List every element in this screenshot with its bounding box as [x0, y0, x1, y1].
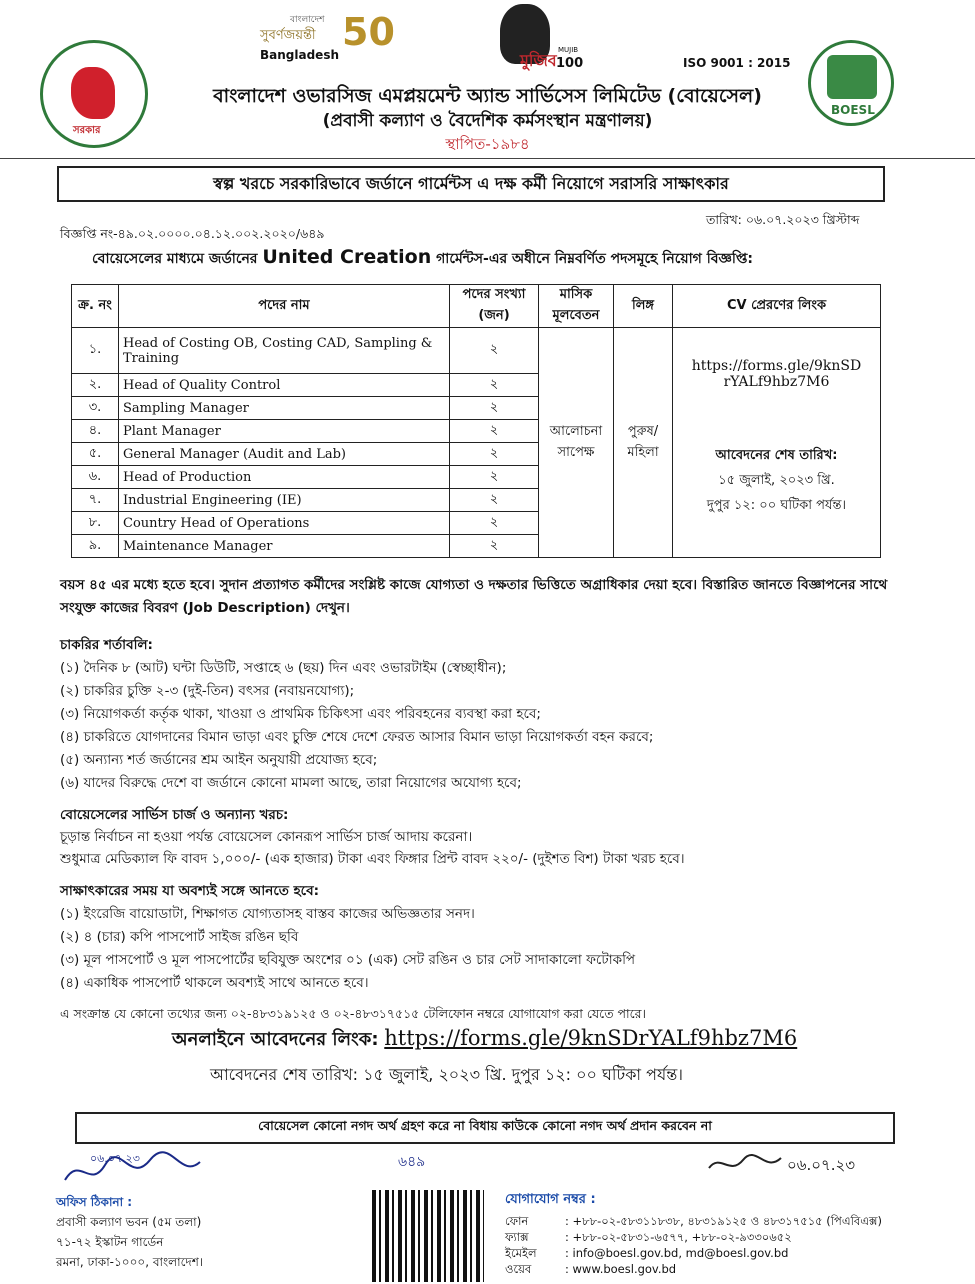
office-addr2: ৭১-৭২ ইস্কাটন গার্ডেন: [56, 1235, 164, 1249]
online-deadline: আবেদনের শেষ তারিখ: ১৫ জুলাই, ২০২৩ খ্রি. দুপুর ১২: ০০ ঘটিকা পর্যন্ত।: [210, 1065, 683, 1084]
online-apply-line: [172, 1025, 797, 1056]
online-link[interactable]: https://forms.gle/9knSDrYALf9hbz7M6: [384, 1026, 798, 1050]
row-position: Plant Manager: [119, 420, 450, 443]
memo-number: বিজ্ঞপ্তি নং-৪৯.০২.০০০০.০৪.১২.০০২.২০২০/৬৪৯: [60, 226, 325, 241]
documents-title: সাক্ষাৎকারের সময় যা অবশ্যই সঙ্গে আনতে হবে:: [60, 883, 320, 899]
table-header-row: [72, 285, 881, 328]
row-serial: ১.: [72, 328, 119, 374]
qr-code: [372, 1190, 484, 1282]
signature-left-date: ০৬.০৭.২৩: [90, 1152, 140, 1165]
list-item: (৫) অন্যান্য শর্ত জর্ডানের শ্রম আইন অনুযায়ী প্রযোজ্য হবে;: [60, 752, 378, 768]
list-item: (৪) একাধিক পাসপোর্ট থাকলে অবশ্যই সাথে আনতে হবে।: [60, 975, 369, 991]
memo-stamp: [350, 1150, 425, 1174]
intro-company: United Creation: [262, 246, 432, 268]
signature-right: [705, 1148, 885, 1184]
boesl-label: BOESL: [831, 103, 875, 117]
list-item: (১) ইংরেজি বায়োডাটা, শিক্ষাগত যোগ্যতাসহ বাস্তব কাজের অভিজ্ঞতার সনদ।: [60, 906, 475, 922]
list-item: (৩) মূল পাসপোর্ট ও মূল পাসপোর্টের ছবিযুক্ত অংশের ০১ (এক) সেট রঙিন ও চার সেট সাদাকালো ফটোকপি: [60, 952, 636, 968]
intro-after: গার্মেন্টস-এর অধীনে নিম্নবর্ণিত পদসমূহে নিয়োগ বিজ্ঞপ্তি:: [431, 251, 753, 267]
row-serial: ৯.: [72, 535, 119, 558]
cash-warning-text: বোয়েসেল কোনো নগদ অর্থ গ্রহণ করে না বিধায় কাউকে কোনো নগদ অর্থ প্রদান করবেন না: [258, 1118, 712, 1133]
jubilee-line1: বাংলাদেশ: [290, 15, 325, 25]
govt-seal-text: সরকার: [73, 125, 101, 136]
charges-line2: শুধুমাত্র মেডিক্যাল ফি বাবদ ১,০০০/- (এক হাজার) টাকা এবং ফিঙ্গার প্রিন্ট বাবদ ২২০/- (দুইশত বিশ) টাকা খরচ হবে।: [60, 851, 685, 867]
row-position: Industrial Engineering (IE): [119, 489, 450, 512]
list-item: (২) ৪ (চার) কপি পাসপোর্ট সাইজ রঙিন ছবি: [60, 929, 299, 945]
row-position: General Manager (Audit and Lab): [119, 443, 450, 466]
contact-key: ওয়েব: [505, 1262, 532, 1276]
row-serial: ৪.: [72, 420, 119, 443]
row-position: Head of Quality Control: [119, 374, 450, 397]
jobs-table: [71, 284, 881, 558]
header-divider: [0, 158, 975, 159]
row-serial: ৮.: [72, 512, 119, 535]
header-gender: লিঙ্গ: [614, 285, 673, 328]
contact-title: যোগাযোগ নম্বর :: [505, 1192, 596, 1207]
deadline-label: আবেদনের শেষ তারিখ:: [715, 448, 838, 463]
contact-rows: [505, 1213, 945, 1277]
signature-left: [60, 1150, 210, 1198]
cv-link[interactable]: https://forms.gle/9knSDrYALf9hbz7M6: [691, 358, 862, 390]
jubilee-line3: Bangladesh: [260, 48, 340, 62]
row-position: Country Head of Operations: [119, 512, 450, 535]
contact-note: এ সংক্রান্ত যে কোনো তথ্যের জন্য ০২-৪৮৩১৯১২৫ ও ০২-৪৮৩১৭৫১৫ টেলিফোন নম্বরে যোগাযোগ করা যেতে পারে।: [60, 1006, 647, 1021]
intro-line: [92, 246, 753, 271]
cv-link-cell: [673, 328, 881, 558]
list-item: (২) চাকরির চুক্তি ২-৩ (দুই-তিন) বৎসর (নবায়নযোগ্য);: [60, 683, 355, 699]
cash-warning-box: [75, 1112, 895, 1144]
contact-key: ফ্যাক্স: [505, 1230, 529, 1244]
header-cv-link: CV প্রেরণের লিংক: [673, 285, 881, 328]
office-title: অফিস ঠিকানা :: [56, 1195, 133, 1209]
contact-row: [505, 1213, 945, 1229]
jubilee-number: 50: [342, 10, 395, 54]
contact-block: [505, 1190, 945, 1277]
row-count: ২: [450, 328, 539, 374]
row-position: Head of Production: [119, 466, 450, 489]
row-serial: ৬.: [72, 466, 119, 489]
row-position: Maintenance Manager: [119, 535, 450, 558]
headline-box: [57, 166, 885, 202]
contact-value: : +৮৮-০২-৫৮৩১১৮৩৮, ৪৮৩১৯১২৫ ও ৪৮৩১৭৫১৫ (পিএবিএক্স): [565, 1214, 882, 1228]
row-position: Head of Costing OB, Costing CAD, Sampling & Training: [119, 328, 450, 374]
row-serial: ৩.: [72, 397, 119, 420]
signature-right-stroke: [705, 1148, 785, 1178]
row-serial: ৭.: [72, 489, 119, 512]
deadline-time: দুপুর ১২: ০০ ঘটিকা পর্যন্ত।: [706, 498, 847, 513]
header-serial: ক্র. নং: [72, 285, 119, 328]
row-count: ২: [450, 466, 539, 489]
contact-value: : +৮৮-০২-৫৮৩১-৬৫৭৭, +৮৮-০২-৯৩৩০৬৫২: [565, 1230, 792, 1244]
row-serial: ২.: [72, 374, 119, 397]
office-address: [56, 1192, 203, 1272]
list-item: (৬) যাদের বিরুদ্ধে দেশে বা জর্ডানে কোনো মামলা আছে, তারা নিয়োগের অযোগ্য হবে;: [60, 775, 522, 791]
established-year: স্থাপিত-১৯৮৪: [445, 135, 530, 153]
header-count: পদের সংখ্যা (জন): [450, 285, 539, 328]
list-item: (৪) চাকরিতে যোগদানের বিমান ভাড়া এবং চুক্তি শেষে দেশে ফেরত আসার বিমান ভাড়া নিয়োগকর্তা বহন করবে;: [60, 729, 654, 745]
list-item: (৩) নিয়োগকর্তা কর্তৃক থাকা, খাওয়া ও প্রাথমিক চিকিৎসা এবং পরিবহনের ব্যবস্থা করা হবে;: [60, 706, 541, 722]
conditions-list: [60, 657, 910, 795]
iso-label: ISO 9001 : 2015: [683, 56, 791, 70]
online-label: অনলাইনে আবেদনের লিংক:: [172, 1029, 379, 1050]
age-note: বয়স ৪৫ এর মধ্যে হতে হবে। সুদান প্রত্যাগত কর্মীদের সংশ্লিষ্ট কাজে যোগ্যতা ও দক্ষতার ভিত্তিতে অগ্রাধিকার দেয়া হবে। বিস্তারিত জানতে বিজ্ঞাপনের সাথে সংযুক্ত কাজের বিবরণ (Job Description) দেখুন।: [60, 577, 888, 616]
contact-value[interactable]: : www.boesl.gov.bd: [565, 1262, 677, 1276]
conditions-title: চাকরির শর্তাবলি:: [60, 637, 153, 653]
row-count: ২: [450, 420, 539, 443]
deadline-date: ১৫ জুলাই, ২০২৩ খ্রি.: [718, 473, 835, 488]
charges-title: বোয়েসেলের সার্ভিস চার্জ ও অন্যান্য খরচ:: [60, 807, 289, 823]
contact-key: ইমেইল: [505, 1246, 537, 1260]
signature-right-date: ০৬.০৭.২৩: [787, 1156, 856, 1174]
documents-list: [60, 903, 910, 995]
list-item: (১) দৈনিক ৮ (আট) ঘন্টা ডিউটি, সপ্তাহে ৬ (ছয়) দিন এবং ওভারটাইম (স্বেচ্ছাধীন);: [60, 660, 507, 676]
mujib-sub: MUJIB: [558, 46, 579, 54]
row-count: ২: [450, 374, 539, 397]
office-addr3: রমনা, ঢাকা-১০০০, বাংলাদেশ।: [56, 1255, 204, 1269]
row-count: ২: [450, 535, 539, 558]
mujib-logo: [490, 4, 600, 76]
mujib-text: মুজিব: [520, 51, 557, 70]
contact-row: [505, 1229, 945, 1245]
header-position: পদের নাম: [119, 285, 450, 328]
org-name: বাংলাদেশ ওভারসিজ এমপ্লয়মেন্ট অ্যান্ড সার্ভিসেস লিমিটেড (বোয়েসেল): [213, 85, 762, 107]
memo-stamp-text: ৬৪৯: [398, 1154, 426, 1170]
memo-date: তারিখ: ০৬.০৭.২০২৩ খ্রিস্টাব্দ: [706, 212, 860, 227]
mujib-num: 100: [556, 56, 584, 71]
gender-cell: পুরুষ/ মহিলা: [614, 328, 673, 558]
contact-value[interactable]: : info@boesl.gov.bd, md@boesl.gov.bd: [565, 1246, 789, 1260]
row-count: ২: [450, 512, 539, 535]
row-position: Sampling Manager: [119, 397, 450, 420]
salary-cell: আলোচনা সাপেক্ষ: [539, 328, 614, 558]
table-row: [72, 328, 881, 374]
row-count: ২: [450, 397, 539, 420]
contact-key: ফোন: [505, 1214, 529, 1228]
row-serial: ৫.: [72, 443, 119, 466]
jubilee-logo: [250, 8, 400, 68]
header-salary: মাসিক মূলবেতন: [539, 285, 614, 328]
contact-row: [505, 1245, 945, 1261]
office-addr1: প্রবাসী কল্যাণ ভবন (৫ম তলা): [56, 1215, 202, 1229]
ministry-name: (প্রবাসী কল্যাণ ও বৈদেশিক কর্মসংস্থান মন্ত্রণালয়): [322, 111, 653, 131]
charges-line1: চূড়ান্ত নির্বাচন না হওয়া পর্যন্ত বোয়েসেল কোনরূপ সার্ভিস চার্জ আদায় করেনা।: [60, 829, 473, 845]
row-count: ২: [450, 443, 539, 466]
row-count: ২: [450, 489, 539, 512]
intro-before: বোয়েসেলের মাধ্যমে জর্ডানের: [92, 251, 263, 267]
contact-row: [505, 1261, 945, 1277]
jubilee-line2: সুবর্ণজয়ন্তী: [260, 28, 316, 43]
headline-text: স্বল্প খরচে সরকারিভাবে জর্ডানে গার্মেন্টস এ দক্ষ কর্মী নিয়োগে সরাসরি সাক্ষাৎকার: [213, 173, 729, 193]
